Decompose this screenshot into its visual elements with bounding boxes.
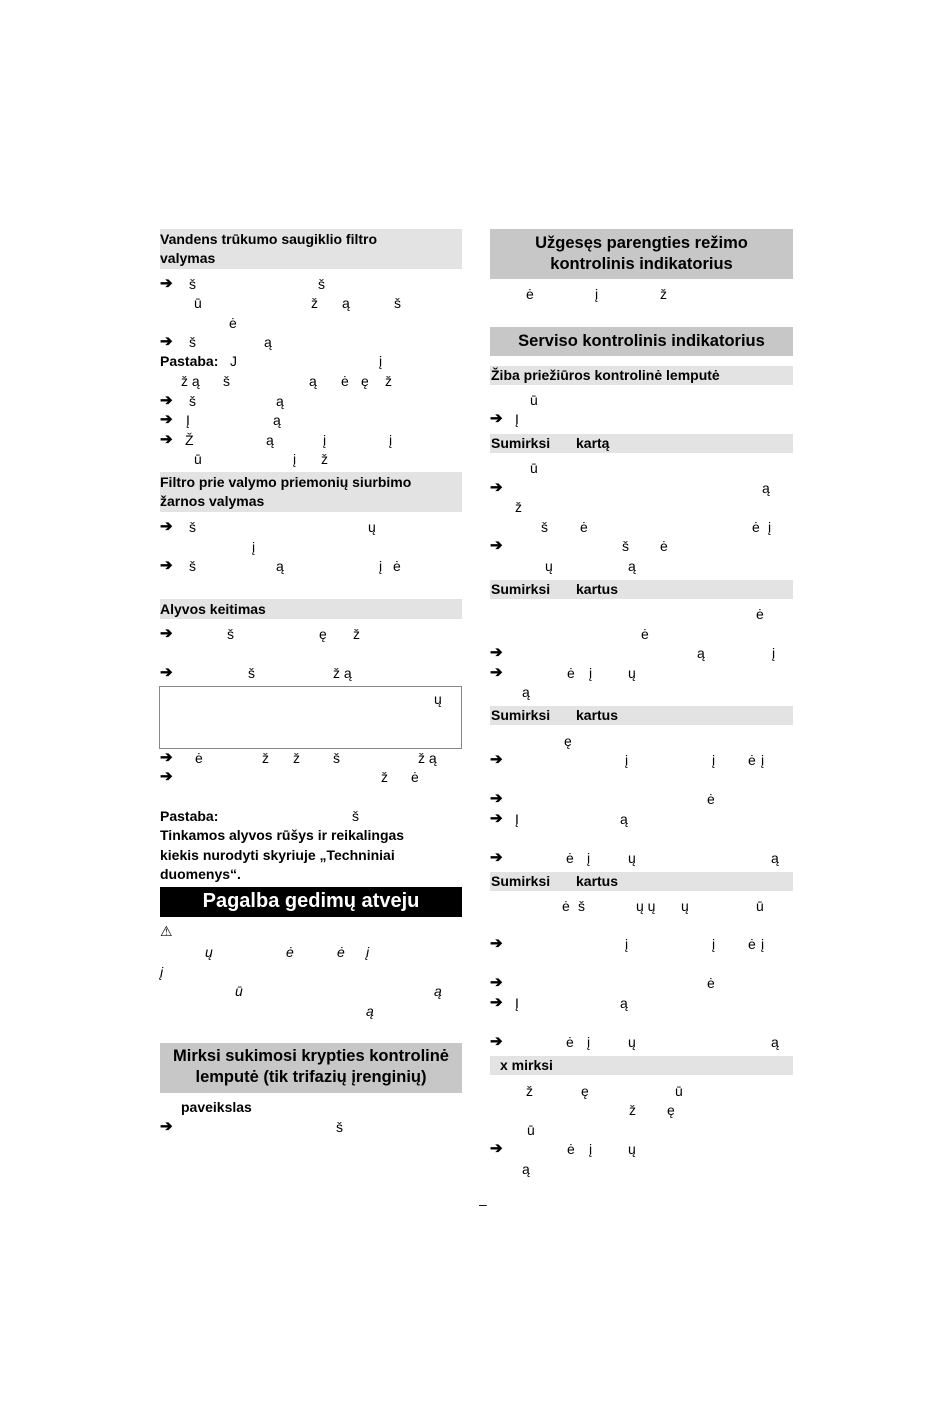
text-fragment: ū: [756, 898, 764, 914]
arrow-right-icon: ➔: [490, 644, 503, 661]
text-fragment: ė: [341, 373, 349, 389]
text-fragment: ž: [526, 1083, 533, 1099]
text-fragment: ą: [309, 373, 317, 389]
text-fragment: ž: [381, 769, 388, 785]
arrow-right-icon: ➔: [160, 275, 173, 292]
text-fragment: ą: [771, 1034, 779, 1050]
arrow-right-icon: ➔: [160, 411, 173, 428]
text-fragment: į: [761, 752, 765, 768]
text-fragment: ž: [515, 499, 522, 515]
text-fragment: ė: [641, 626, 649, 642]
text-fragment: Į: [186, 412, 190, 428]
arrow-right-icon: ➔: [160, 1118, 173, 1135]
section-title: Alyvos keitimas: [160, 601, 266, 617]
text-fragment: ą: [273, 412, 281, 428]
text-fragment: į: [589, 1141, 593, 1157]
arrow-right-icon: ➔: [160, 431, 173, 448]
text-fragment: ė: [562, 898, 570, 914]
subsection-title: Sumirksi: [491, 435, 551, 451]
text-fragment: ė: [393, 558, 401, 574]
section-title: Filtro prie valymo priemonių siurbimo: [160, 474, 412, 490]
arrow-right-icon: ➔: [490, 1140, 503, 1157]
text-fragment: į: [595, 286, 599, 302]
text-fragment: ž: [353, 626, 360, 642]
section-title: Mirksi sukimosi krypties kontrolinė: [172, 1047, 449, 1065]
arrow-right-icon: ➔: [160, 518, 173, 535]
section-title: Užgesęs parengties režimo: [535, 234, 748, 252]
text-fragment: į: [712, 752, 716, 768]
text-fragment: ė: [566, 1034, 574, 1050]
text-fragment: ž: [262, 750, 269, 766]
text-fragment: į: [768, 519, 772, 535]
text-fragment: š: [189, 334, 196, 350]
text-fragment: š: [333, 750, 340, 766]
text-fragment: š: [189, 519, 196, 535]
text-fragment: ė: [748, 752, 756, 768]
subsection-title: Sumirksi: [491, 581, 551, 597]
text-fragment: ę: [319, 626, 327, 642]
text-fragment: į: [323, 432, 327, 448]
text-fragment: ą: [771, 850, 779, 866]
text-fragment: ė: [411, 769, 419, 785]
arrow-right-icon: ➔: [490, 537, 503, 554]
note-text: Tinkamos alyvos rūšys ir reikalingas: [160, 827, 405, 843]
text-fragment: ą: [697, 645, 705, 661]
text-fragment: ė: [748, 936, 756, 952]
text-fragment: į: [625, 752, 629, 768]
text-fragment: į: [379, 558, 383, 574]
text-fragment: ų: [628, 1141, 636, 1157]
text-fragment: ų: [628, 850, 636, 866]
text-fragment: į: [252, 539, 256, 555]
arrow-right-icon: ➔: [490, 751, 503, 768]
note-label: Pastaba:: [160, 353, 219, 369]
text-fragment: ū: [194, 295, 202, 311]
subsection-title: Sumirksi: [491, 707, 551, 723]
text-fragment: ų: [205, 944, 213, 960]
text-fragment: ž: [629, 1102, 636, 1118]
section-title: Vandens trūkumo saugiklio filtro: [160, 231, 378, 247]
text-fragment: ū: [194, 451, 202, 467]
section-title: kontrolinis indikatorius: [550, 255, 733, 273]
arrow-right-icon: ➔: [490, 810, 503, 827]
text-fragment: š: [189, 558, 196, 574]
text-fragment: ą: [620, 995, 628, 1011]
text-fragment: ą: [264, 334, 272, 350]
text-fragment: ų ų: [636, 898, 656, 914]
chapter-title: Pagalba gedimų atveju: [202, 890, 420, 912]
text-fragment: š: [189, 393, 196, 409]
text-fragment: į: [772, 645, 776, 661]
arrow-right-icon: ➔: [160, 625, 173, 642]
text-fragment: ū: [530, 460, 538, 476]
text-fragment: ž ą: [333, 665, 352, 681]
note-label: Pastaba:: [160, 808, 219, 824]
text-fragment: į: [625, 936, 629, 952]
arrow-right-icon: ➔: [160, 664, 173, 681]
text-fragment: ė: [526, 286, 534, 302]
arrow-right-icon: ➔: [160, 333, 173, 350]
text-fragment: š: [394, 295, 401, 311]
text-fragment: ų: [628, 665, 636, 681]
section-title: Serviso kontrolinis indikatorius: [518, 332, 765, 350]
text-fragment: ę: [667, 1102, 675, 1118]
text-fragment: ą: [342, 295, 350, 311]
text-fragment: Ž: [185, 432, 194, 448]
text-fragment: ą: [620, 811, 628, 827]
text-fragment: į: [379, 353, 383, 369]
note-text: kiekis nurodyti skyriuje „Techniniai: [160, 847, 395, 863]
text-fragment: ž: [385, 373, 392, 389]
section-title: lemputė (tik trifazių įrenginių): [195, 1068, 427, 1086]
text-fragment: ė: [660, 538, 668, 554]
text-fragment: ų: [368, 519, 376, 535]
subsection-title: kartą: [576, 435, 610, 451]
arrow-right-icon: ➔: [490, 1033, 503, 1050]
arrow-right-icon: ➔: [490, 410, 503, 427]
text-fragment: ū: [235, 983, 243, 999]
arrow-right-icon: ➔: [160, 557, 173, 574]
subsection-title: kartus: [576, 707, 619, 723]
arrow-right-icon: ➔: [490, 994, 503, 1011]
text-fragment: š: [578, 898, 585, 914]
text-fragment: ą: [522, 1161, 530, 1177]
text-fragment: ę: [581, 1083, 589, 1099]
text-fragment: ą: [276, 558, 284, 574]
text-fragment: į: [587, 850, 591, 866]
text-fragment: ę: [361, 373, 369, 389]
figure-label: paveikslas: [181, 1099, 252, 1115]
text-fragment: ė: [752, 519, 760, 535]
text-fragment: ė: [286, 944, 294, 960]
text-fragment: į: [712, 936, 716, 952]
page-number: –: [479, 1196, 487, 1212]
text-fragment: ų: [434, 691, 442, 707]
warning-icon: ⚠: [160, 923, 173, 939]
arrow-right-icon: ➔: [490, 664, 503, 681]
text-fragment: ė: [566, 850, 574, 866]
subsection-title: Žiba priežiūros kontrolinė lemputė: [491, 367, 720, 383]
text-fragment: ū: [527, 1122, 535, 1138]
text-fragment: ų: [628, 1034, 636, 1050]
text-fragment: ž: [321, 451, 328, 467]
text-fragment: į: [761, 936, 765, 952]
text-fragment: Į: [515, 995, 519, 1011]
text-fragment: ę: [564, 733, 572, 749]
text-fragment: ė: [707, 975, 715, 991]
info-box: [159, 686, 462, 749]
text-fragment: š: [622, 538, 629, 554]
text-fragment: į: [160, 964, 164, 980]
text-fragment: ė: [580, 519, 588, 535]
text-fragment: ė: [707, 791, 715, 807]
note-text: duomenys“.: [160, 866, 241, 882]
text-fragment: ž: [293, 750, 300, 766]
text-fragment: į: [366, 944, 370, 960]
text-fragment: š: [189, 276, 196, 292]
text-fragment: ą: [266, 432, 274, 448]
arrow-right-icon: ➔: [490, 974, 503, 991]
text-fragment: ė: [567, 665, 575, 681]
subsection-title: x mirksi: [500, 1057, 553, 1073]
text-fragment: ū: [530, 392, 538, 408]
section-title: žarnos valymas: [160, 493, 265, 509]
text-fragment: ž ą: [181, 373, 200, 389]
section-title: valymas: [160, 250, 216, 266]
text-fragment: š: [227, 626, 234, 642]
text-fragment: ū: [675, 1083, 683, 1099]
text-fragment: š: [318, 276, 325, 292]
arrow-right-icon: ➔: [490, 849, 503, 866]
arrow-right-icon: ➔: [490, 935, 503, 952]
text-fragment: Į: [515, 411, 519, 427]
arrow-right-icon: ➔: [490, 790, 503, 807]
text-fragment: į: [293, 451, 297, 467]
text-fragment: ą: [522, 684, 530, 700]
text-fragment: š: [336, 1119, 343, 1135]
text-fragment: ą: [434, 983, 442, 999]
text-fragment: ą: [762, 480, 770, 496]
arrow-right-icon: ➔: [160, 392, 173, 409]
text-fragment: ė: [567, 1141, 575, 1157]
text-fragment: į: [389, 432, 393, 448]
text-fragment: ą: [366, 1003, 374, 1019]
text-fragment: š: [352, 808, 359, 824]
arrow-right-icon: ➔: [490, 479, 503, 496]
text-fragment: ž: [311, 295, 318, 311]
text-fragment: ė: [756, 606, 764, 622]
text-fragment: J: [230, 353, 237, 369]
text-fragment: ė: [229, 315, 237, 331]
subsection-title: kartus: [576, 873, 619, 889]
text-fragment: ė: [337, 944, 345, 960]
text-fragment: Į: [515, 811, 519, 827]
text-fragment: ų: [681, 898, 689, 914]
text-fragment: š: [248, 665, 255, 681]
text-fragment: š: [541, 519, 548, 535]
text-fragment: ą: [276, 393, 284, 409]
subsection-title: Sumirksi: [491, 873, 551, 889]
text-fragment: į: [589, 665, 593, 681]
text-fragment: ų: [545, 558, 553, 574]
text-fragment: š: [223, 373, 230, 389]
text-fragment: ž ą: [418, 750, 437, 766]
text-fragment: ž: [660, 286, 667, 302]
text-fragment: ė: [195, 750, 203, 766]
arrow-right-icon: ➔: [160, 768, 173, 785]
text-fragment: į: [587, 1034, 591, 1050]
text-fragment: ą: [628, 558, 636, 574]
subsection-title: kartus: [576, 581, 619, 597]
arrow-right-icon: ➔: [160, 749, 173, 766]
